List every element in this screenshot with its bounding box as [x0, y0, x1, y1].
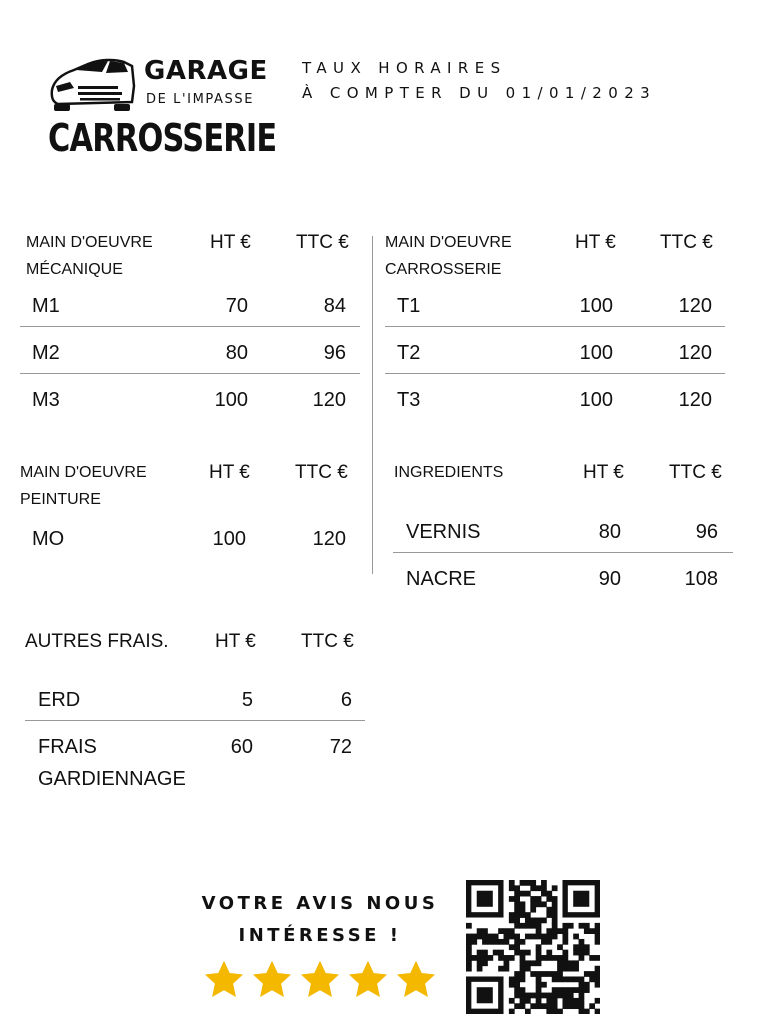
mecanique-row-ht: 80 [225, 342, 248, 364]
carrosserie-row-ht: 100 [579, 389, 613, 411]
peinture-header-line2: PEINTURE [20, 491, 101, 508]
ingredients-header: INGREDIENTS [394, 464, 504, 481]
row-divider [20, 326, 360, 327]
rates-title-line2: À COMPTER DU 01/01/2023 [302, 84, 657, 102]
peinture-row-ht: 100 [212, 528, 246, 550]
carrosserie-row-ttc: 120 [678, 389, 712, 411]
autres-row-ht: 60 [230, 736, 253, 758]
ingredients-row-ht: 80 [598, 521, 621, 543]
row-divider [393, 552, 733, 553]
ingredients-row-label: NACRE [406, 568, 477, 590]
ingredients-row-ttc: 96 [695, 521, 718, 543]
autres-row-label-line1: FRAIS [38, 736, 97, 758]
carrosserie-row-label: T3 [397, 389, 421, 411]
row-divider [20, 373, 360, 374]
carrosserie-row-ht: 100 [579, 295, 613, 317]
logo-garage-text: GARAGE [144, 56, 268, 86]
star-icon [346, 958, 390, 1002]
ingredients-row-label: VERNIS [406, 521, 481, 543]
row-divider [25, 720, 365, 721]
row-divider [385, 326, 725, 327]
carrosserie-row-label: T2 [397, 342, 421, 364]
autres-col-ttc: TTC € [301, 631, 354, 652]
carrosserie-row-ht: 100 [579, 342, 613, 364]
ingredients-row-ht: 90 [598, 568, 621, 590]
mecanique-row-label: M3 [32, 389, 60, 411]
review-invite-line1: VOTRE AVIS NOUS [201, 893, 439, 914]
star-icon [250, 958, 294, 1002]
autres-row-label-line2: GARDIENNAGE [38, 768, 186, 790]
rates-title [302, 56, 656, 106]
carrosserie-header-line1: MAIN D'OEUVRE [385, 234, 512, 251]
review-invite-line2: INTÉRESSE ! [238, 925, 402, 946]
peinture-col-ttc: TTC € [295, 462, 348, 483]
mecanique-col-ttc: TTC € [296, 232, 349, 253]
logo-carrosserie-text: CARROSSERIE [48, 116, 277, 160]
autres-col-ht: HT € [215, 631, 256, 652]
row-divider [385, 373, 725, 374]
qr-code-icon[interactable] [466, 880, 600, 1014]
ingredients-row-ttc: 108 [684, 568, 718, 590]
peinture-header-line1: MAIN D'OEUVRE [20, 464, 147, 481]
car-icon [48, 56, 140, 112]
carrosserie-col-ttc: TTC € [660, 232, 713, 253]
mecanique-row-label: M1 [32, 295, 60, 317]
ingredients-col-ht: HT € [583, 462, 624, 483]
review-invite [190, 888, 450, 952]
autres-row-ttc: 72 [329, 736, 352, 758]
star-icon [298, 958, 342, 1002]
peinture-row-label: MO [32, 528, 65, 550]
carrosserie-row-ttc: 120 [678, 295, 712, 317]
autres-row-label: ERD [38, 689, 81, 711]
mecanique-header-line1: MAIN D'OEUVRE [26, 234, 153, 251]
carrosserie-header-line2: CARROSSERIE [385, 261, 502, 278]
autres-row-ttc: 6 [340, 689, 352, 711]
mecanique-row-ht: 100 [214, 389, 248, 411]
autres-header: AUTRES FRAIS. [25, 631, 169, 652]
autres-row-ht: 5 [241, 689, 253, 711]
mecanique-row-ht: 70 [225, 295, 248, 317]
peinture-col-ht: HT € [209, 462, 250, 483]
carrosserie-row-label: T1 [397, 295, 421, 317]
peinture-row-ttc: 120 [312, 528, 346, 550]
carrosserie-col-ht: HT € [575, 232, 616, 253]
mecanique-header-line2: MÉCANIQUE [26, 261, 123, 278]
star-icon [202, 958, 246, 1002]
mecanique-row-label: M2 [32, 342, 60, 364]
mecanique-row-ttc: 84 [323, 295, 346, 317]
mecanique-row-ttc: 96 [323, 342, 346, 364]
mecanique-row-ttc: 120 [312, 389, 346, 411]
star-rating [202, 958, 442, 1002]
ingredients-col-ttc: TTC € [669, 462, 722, 483]
rates-title-line1: TAUX HORAIRES [302, 59, 507, 77]
mecanique-col-ht: HT € [210, 232, 251, 253]
star-icon [394, 958, 438, 1002]
logo-impasse-text: DE L'IMPASSE [146, 92, 255, 107]
carrosserie-row-ttc: 120 [678, 342, 712, 364]
garage-logo [48, 52, 278, 170]
column-separator [372, 236, 373, 574]
